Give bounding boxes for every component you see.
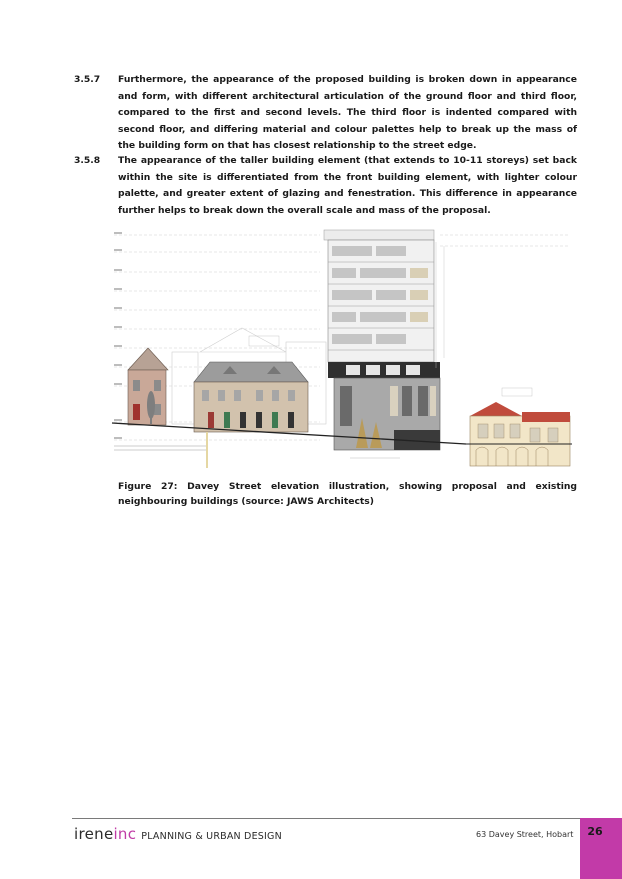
brand-logo [74,824,282,843]
brand-tagline: PLANNING & URBAN DESIGN [141,831,282,842]
paragraph-number: 3.5.7 [74,74,101,85]
level-labels [114,232,122,439]
proposed-tower [324,230,444,450]
paragraph-text: Furthermore, the appearance of the proposed building is broken down in appearance and form, with different architectural articulation of the ground floor and third floor, compared to the first and second levels. The third floor is indented compared with second floor, and differing material and colour palettes help to break up the mass of the building form on that has closest relationship to the street edge. [118,74,577,151]
page-number-box [580,818,622,879]
brand-name-accent: inc [113,825,137,843]
elevation-figure [110,218,572,470]
footer-divider [72,818,580,819]
page-number: 26 [587,825,603,838]
heritage-terrace [194,336,308,432]
paragraph-text: The appearance of the taller building element (that extends to 10-11 storeys) set back within the site is differentiated from the front building element, with lighter colour palette, and greater extent of glazing and fenestration. This difference in appearance further helps to break down the overall scale and mass of the proposal. [118,155,577,216]
footer-address: 63 Davey Street, Hobart [476,830,574,839]
heritage-building-right [470,388,570,466]
paragraph-number: 3.5.8 [74,155,101,166]
figure-caption: Figure 27: Davey Street elevation illustration, showing proposal and existing neighbouring buildings (source: JAWS Architects) [118,481,577,507]
brand-name-primary: irene [74,825,114,843]
elevation-drawing [110,218,572,470]
